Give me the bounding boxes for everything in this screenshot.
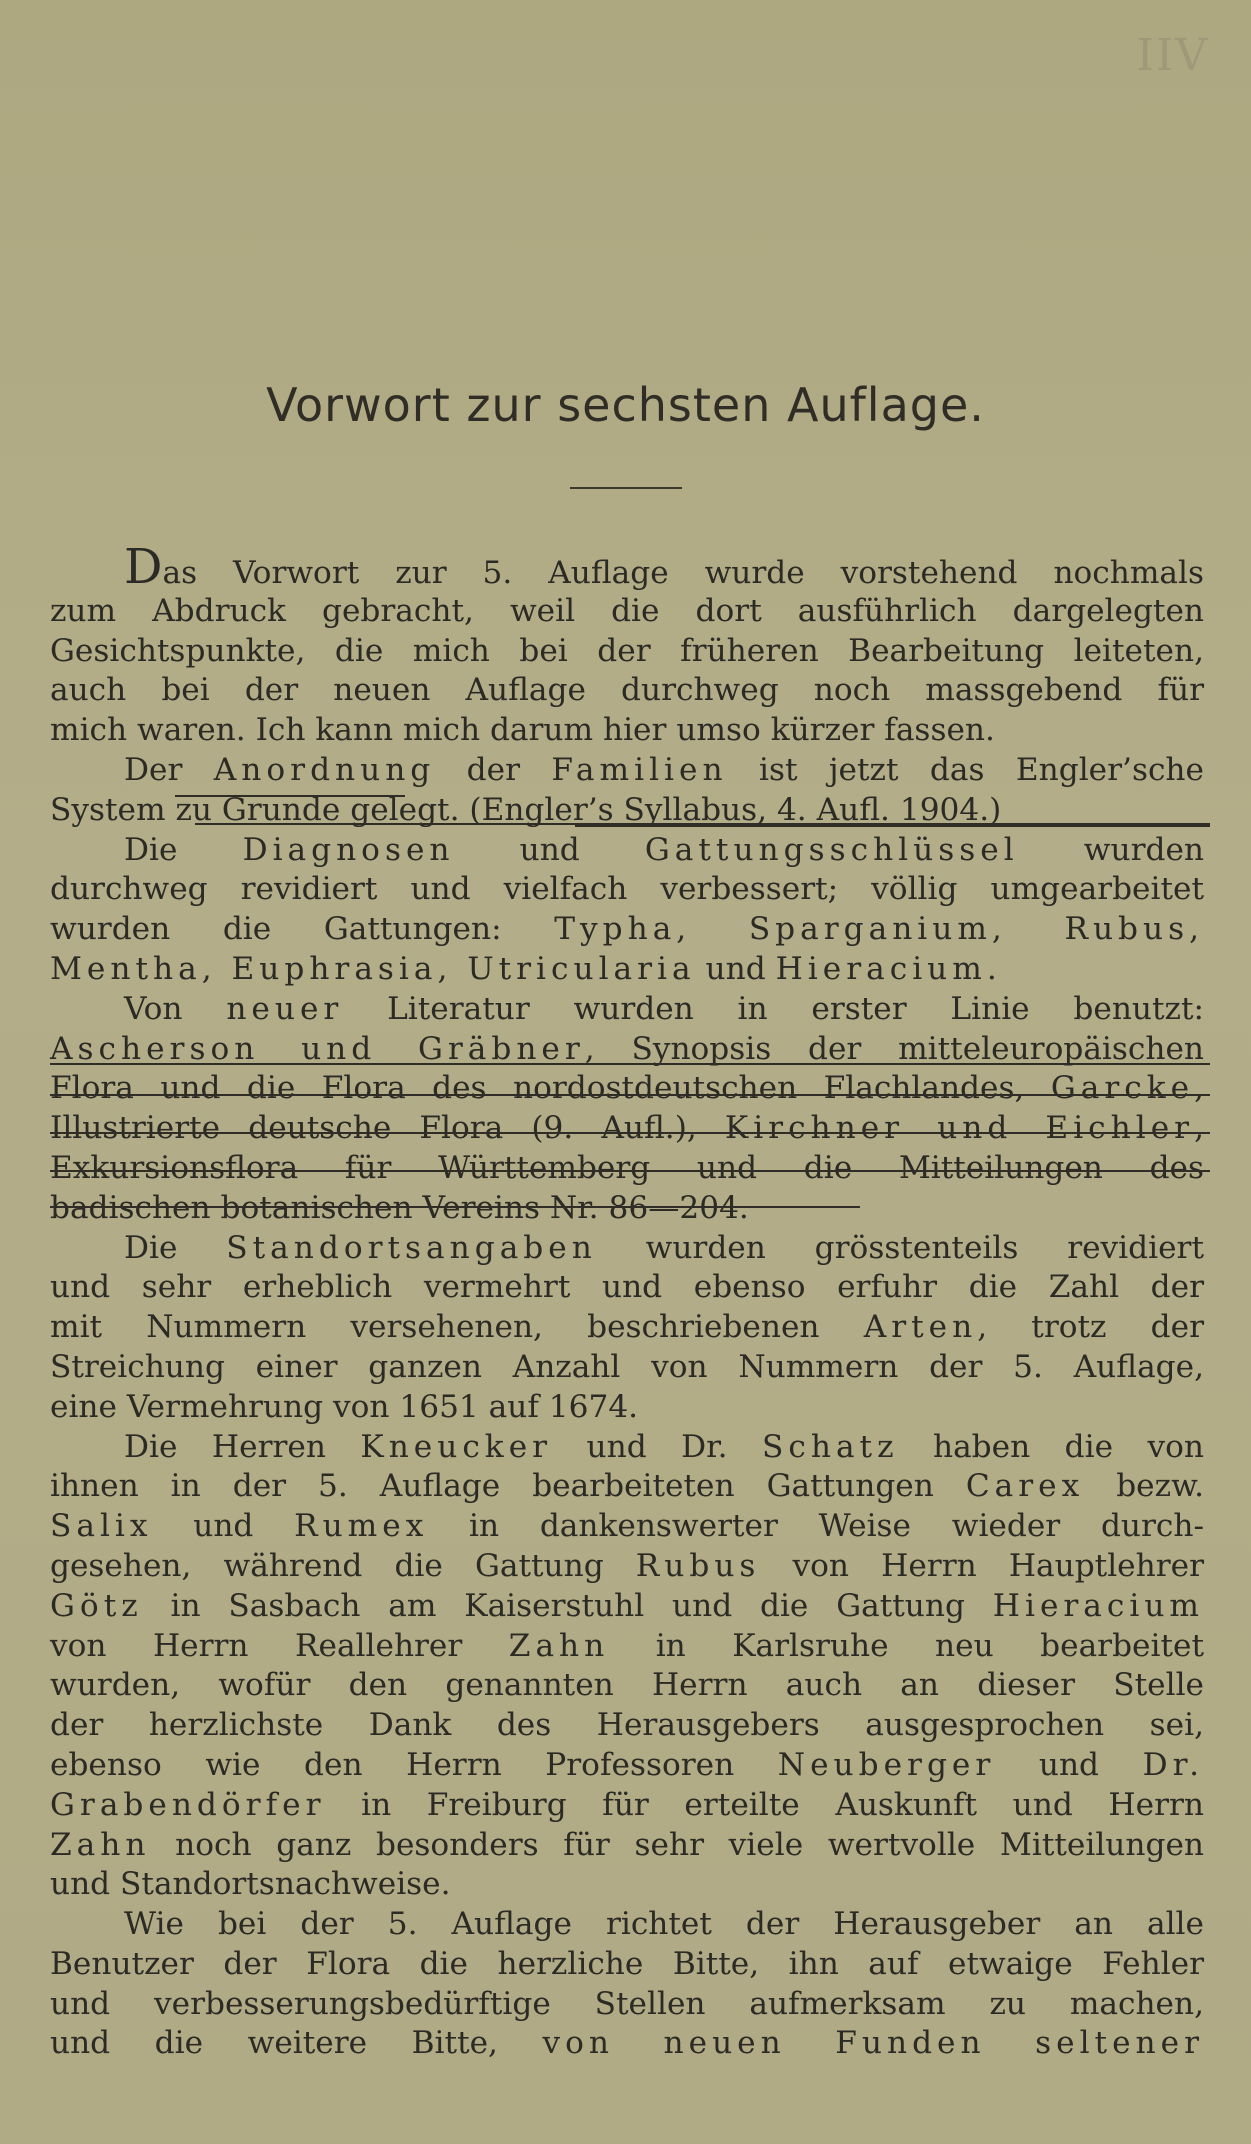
text-line xyxy=(50,1428,1204,1468)
text-line xyxy=(50,1826,1204,1866)
text-line xyxy=(50,632,1204,672)
line-text: ist jetzt das Engler’sche xyxy=(727,751,1204,788)
spaced-emphasis: Diagnosen xyxy=(242,831,455,868)
spaced-emphasis: Kneucker xyxy=(360,1428,553,1465)
line-text: auch bei der neuen Auflage durchweg noch massgebend für xyxy=(50,672,1204,709)
spaced-emphasis: Zahn xyxy=(50,1826,151,1863)
line-text: ebenso wie den Herrn Professoren xyxy=(50,1746,778,1783)
line-text: und die weitere Bitte, xyxy=(50,2025,543,2062)
line-text: in Sasbach am Kaiserstuhl und die Gattung xyxy=(142,1587,993,1624)
line-text: und Dr. xyxy=(552,1428,763,1465)
text-line xyxy=(50,671,1204,711)
spaced-emphasis: Standortsangaben xyxy=(226,1229,597,1266)
line-text: Exkursionsflora für Württemberg und die Mitteilungen des xyxy=(50,1149,1204,1186)
spaced-emphasis: Familien xyxy=(551,751,728,788)
line-text: bezw. xyxy=(1084,1468,1204,1505)
line-text: wurden grösstenteils revidiert xyxy=(596,1229,1204,1266)
underline-mark xyxy=(50,1206,860,1208)
line-text: und sehr erheblich vermehrt und ebenso erfuhr die Zahl der xyxy=(50,1269,1204,1306)
line-text: , xyxy=(1194,1070,1204,1107)
underline-mark xyxy=(50,1170,1210,1172)
line-text: und xyxy=(995,1746,1143,1783)
line-text: badischen botanischen Vereins Nr. 86—204. xyxy=(50,1189,749,1226)
line-text: Flora und die Flora des nordostdeutschen Flachlandes, xyxy=(50,1070,1051,1107)
text-line xyxy=(50,751,1204,791)
spaced-emphasis: Hieracium. xyxy=(775,950,1002,987)
line-text: Von xyxy=(124,990,227,1027)
line-text: Die Herren xyxy=(124,1428,361,1465)
line-text: haben die von xyxy=(898,1428,1204,1465)
text-line xyxy=(50,1905,1204,1945)
underline-mark xyxy=(50,1132,1210,1134)
text-line xyxy=(50,1149,1204,1189)
underline-mark xyxy=(50,1094,1210,1096)
text-line xyxy=(50,1507,1204,1547)
line-text: und Standortsnachweise. xyxy=(50,1866,451,1903)
text-line xyxy=(50,1746,1204,1786)
spaced-emphasis: Rumex xyxy=(294,1508,429,1545)
spaced-emphasis: Ascherson und Gräbner xyxy=(50,1030,585,1067)
text-line xyxy=(50,870,1204,910)
spaced-emphasis: Carex xyxy=(965,1468,1085,1505)
text-line xyxy=(50,1945,1204,1985)
text-line xyxy=(50,1865,1204,1905)
line-text: Gesichtspunkte, die mich bei der früheren Bearbeitung leiteten, xyxy=(50,632,1204,669)
line-text: mich waren. Ich kann mich darum hier umso kürzer fassen. xyxy=(50,712,995,749)
line-text: wurden die Gattungen: xyxy=(50,911,555,948)
line-text: und verbesserungsbedürftige Stellen aufmerksam zu machen, xyxy=(50,1985,1204,2022)
line-text: zum Abdruck gebracht, weil die dort ausführlich dargelegten xyxy=(50,592,1204,629)
underline-mark xyxy=(575,825,1210,827)
line-text: as Vorwort zur 5. Auflage wurde vorstehend nochmals xyxy=(162,555,1204,591)
text-line xyxy=(50,1985,1204,2025)
line-text: Benutzer der Flora die herzliche Bitte, ihn auf etwaige Fehler xyxy=(50,1945,1204,1982)
line-text: , xyxy=(1194,1110,1204,1147)
spaced-emphasis: Salix xyxy=(50,1508,153,1545)
text-line xyxy=(50,1308,1204,1348)
spaced-emphasis: Arten xyxy=(863,1309,978,1346)
line-text: mit Nummern versehenen, beschriebenen xyxy=(50,1309,864,1346)
text-line xyxy=(50,1268,1204,1308)
line-text: Illustrierte deutsche Flora (9. Aufl.), xyxy=(50,1110,725,1147)
text-line xyxy=(50,1229,1204,1269)
underline-mark xyxy=(175,795,405,797)
line-text: der herzlichste Dank des Herausgebers ausgesprochen sei, xyxy=(50,1707,1204,1744)
spaced-emphasis: Götz xyxy=(50,1587,143,1624)
text-line xyxy=(50,539,1204,595)
line-text: noch ganz besonders für sehr viele wertvolle Mitteilungen xyxy=(150,1826,1204,1863)
text-line xyxy=(50,1547,1204,1587)
text-line xyxy=(50,592,1204,632)
text-line xyxy=(50,1467,1204,1507)
line-text: System zu Grunde gelegt. (Engler’s Syllabus, 4. Aufl. 1904.) xyxy=(50,791,1002,828)
spaced-emphasis: Rubus xyxy=(635,1547,761,1584)
line-text: von Herrn Reallehrer xyxy=(50,1627,509,1664)
line-text: wurden xyxy=(1018,831,1204,868)
line-text: Streichung einer ganzen Anzahl von Nummern der 5. Auflage, xyxy=(50,1348,1204,1385)
line-text: in dankenswerter Weise wieder durch- xyxy=(428,1508,1204,1545)
page-number: IIV xyxy=(1136,30,1209,81)
text-line xyxy=(50,1348,1204,1388)
spaced-emphasis: Schatz xyxy=(762,1428,899,1465)
line-text: eine Vermehrung von 1651 auf 1674. xyxy=(50,1388,639,1425)
text-line xyxy=(50,1627,1204,1667)
text-line xyxy=(50,1587,1204,1627)
spaced-emphasis: Zahn xyxy=(508,1627,610,1664)
line-text: und xyxy=(454,831,645,868)
spaced-emphasis: Neuberger xyxy=(777,1746,996,1783)
spaced-emphasis: Kirchner und Eichler xyxy=(724,1110,1195,1147)
spaced-emphasis: neuer xyxy=(226,990,344,1027)
spaced-emphasis: Anordnung xyxy=(213,751,436,788)
text-line xyxy=(50,1069,1204,1109)
line-text: der xyxy=(435,751,552,788)
page-title: Vorwort zur sechsten Auflage. xyxy=(266,378,985,432)
line-text: von Herrn Hauptlehrer xyxy=(760,1547,1204,1584)
spaced-emphasis: Typha, Sparganium, Rubus, xyxy=(554,911,1204,948)
text-line xyxy=(50,1666,1204,1706)
text-line xyxy=(50,1189,1204,1229)
line-text: in Freiburg für erteilte Auskunft und Herrn xyxy=(325,1786,1204,1823)
spaced-emphasis: von neuen Funden seltener xyxy=(542,2025,1204,2062)
text-line xyxy=(50,910,1204,950)
line-text: Wie bei der 5. Auflage richtet der Herausgeber an alle xyxy=(124,1906,1204,1943)
line-text: Literatur wurden in erster Linie benutzt: xyxy=(343,990,1205,1027)
text-line xyxy=(50,990,1204,1030)
text-line xyxy=(50,1388,1204,1428)
spaced-emphasis: Mentha, Euphrasia, Utricularia xyxy=(50,950,696,987)
line-text: und xyxy=(152,1508,295,1545)
text-line xyxy=(50,1786,1204,1826)
text-line xyxy=(50,1706,1204,1746)
spaced-emphasis: Garcke xyxy=(1050,1070,1195,1107)
spaced-emphasis: Hieracium xyxy=(992,1587,1204,1624)
line-text: und xyxy=(695,950,776,987)
preface-body xyxy=(50,539,1205,2064)
line-text: in Karlsruhe neu bearbeitet xyxy=(609,1627,1204,1664)
text-line xyxy=(50,2024,1204,2064)
text-line xyxy=(50,711,1204,751)
text-line xyxy=(50,831,1204,871)
line-text: ihnen in der 5. Auflage bearbeiteten Gattungen xyxy=(50,1468,966,1505)
line-text: durchweg revidiert und vielfach verbessert; völlig umgearbeitet xyxy=(50,871,1204,908)
line-text: Die xyxy=(124,831,243,868)
line-text: Die xyxy=(124,1229,227,1266)
line-text: Der xyxy=(124,751,214,788)
line-text: gesehen, während die Gattung xyxy=(50,1547,636,1584)
title-divider xyxy=(570,487,682,489)
line-text: wurden, wofür den genannten Herrn auch an dieser Stelle xyxy=(50,1667,1204,1704)
line-text: , trotz der xyxy=(977,1309,1204,1346)
spaced-emphasis: Gattungsschlüssel xyxy=(644,831,1019,868)
line-text: , Synopsis der mitteleuropäischen xyxy=(584,1030,1205,1067)
spaced-emphasis: Grabendörfer xyxy=(50,1786,326,1823)
initial-letter: D xyxy=(124,539,163,595)
text-line xyxy=(50,950,1204,990)
underline-mark xyxy=(50,1063,1210,1065)
text-line xyxy=(50,1109,1204,1149)
spaced-emphasis: Dr. xyxy=(1142,1746,1204,1783)
